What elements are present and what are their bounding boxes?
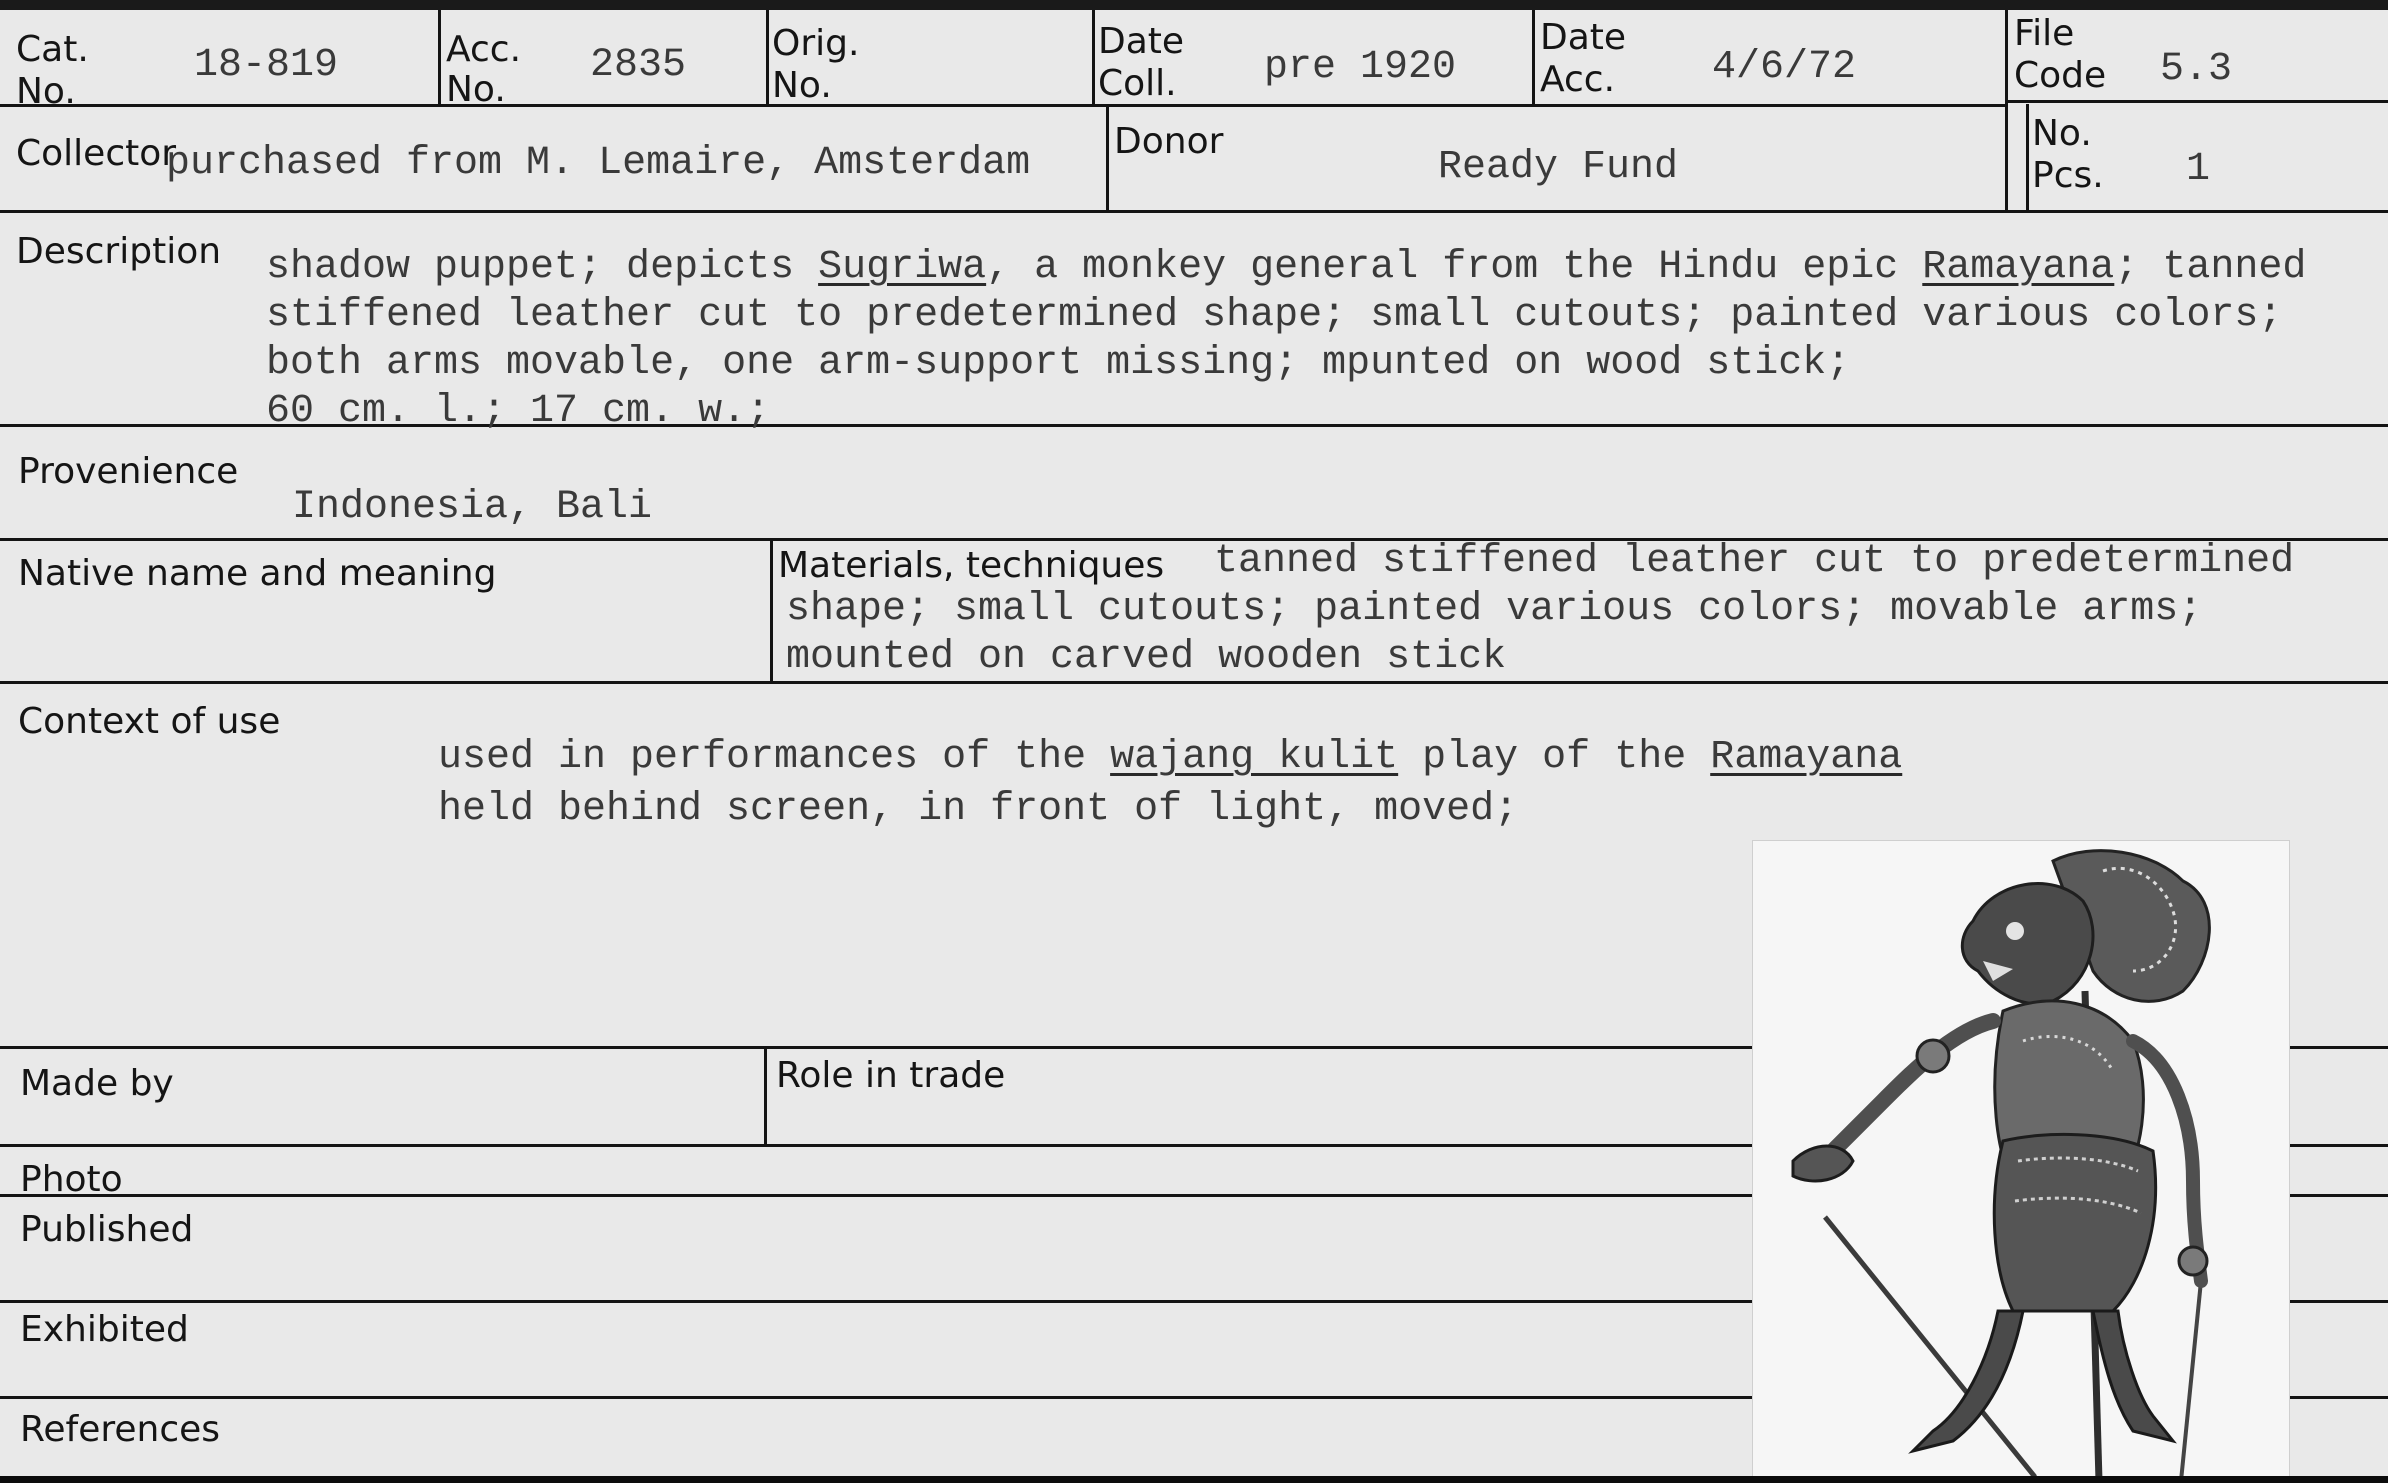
divider-datecoll xyxy=(1532,10,1535,106)
date-accessioned: 4/6/72 xyxy=(1712,45,1857,90)
exhibited-label: Exhibited xyxy=(20,1309,189,1350)
acc-label: Acc. xyxy=(446,29,522,70)
cat-number: 18-819 xyxy=(194,43,339,88)
file-label: File xyxy=(2014,13,2075,54)
materials-line-1: tanned stiffened leather cut to predetermined xyxy=(1214,539,2295,584)
divider-orig xyxy=(1092,10,1095,106)
date-coll-label-2: Coll. xyxy=(1098,63,1177,104)
cat-label-no: No. xyxy=(16,71,76,112)
cat-label: Cat. xyxy=(16,29,89,70)
donor-value: Ready Fund xyxy=(1438,145,1679,190)
provenience-value: Indonesia, Bali xyxy=(292,485,653,530)
context-label: Context of use xyxy=(18,701,281,742)
donor-label: Donor xyxy=(1114,121,1224,162)
orig-label-no: No. xyxy=(772,65,832,106)
rule-row2 xyxy=(0,210,2388,213)
divider-dateacc xyxy=(2005,10,2008,210)
rule-header xyxy=(0,104,2005,107)
divider-madeby xyxy=(764,1046,767,1146)
date-acc-label: Date xyxy=(1540,17,1627,58)
file-code: 5.3 xyxy=(2160,47,2233,92)
divider-cat xyxy=(438,10,441,106)
puppet-photograph xyxy=(1752,840,2290,1476)
published-label: Published xyxy=(20,1209,194,1250)
date-collected: pre 1920 xyxy=(1264,45,1457,90)
divider-native xyxy=(770,538,773,684)
collector-label: Collector xyxy=(16,133,177,174)
rule-header-file xyxy=(2005,100,2388,103)
pcs-label: No. xyxy=(2032,113,2092,154)
native-name-label: Native name and meaning xyxy=(18,553,497,594)
acc-label-no: No. xyxy=(446,69,506,110)
description-line-3: both arms movable, one arm-support missing; mpunted on wood stick; xyxy=(266,341,1851,386)
shadow-puppet-image xyxy=(1753,841,2289,1476)
acc-number: 2835 xyxy=(590,43,687,88)
divider-donor xyxy=(2026,104,2029,212)
divider-collector xyxy=(1106,104,1109,212)
divider-acc xyxy=(766,10,769,106)
materials-label: Materials, techniques xyxy=(778,545,1165,586)
description-line-1: shadow puppet; depicts Sugriwa, a monkey general from the Hindu epic Ramayana; tanned xyxy=(266,245,2307,290)
context-line-2: held behind screen, in front of light, moved; xyxy=(438,787,1519,832)
role-in-trade-label: Role in trade xyxy=(776,1055,1006,1096)
photo-label: Photo xyxy=(20,1159,123,1200)
provenience-label: Provenience xyxy=(18,451,239,492)
materials-line-2: shape; small cutouts; painted various colors; movable arms; xyxy=(786,587,2203,632)
date-coll-label: Date xyxy=(1098,21,1185,62)
pcs-value: 1 xyxy=(2186,147,2211,192)
description-line-4: 60 cm. l.; 17 cm. w.; xyxy=(266,389,771,434)
collector-value: purchased from M. Lemaire, Amsterdam xyxy=(166,141,1031,186)
description-line-2: stiffened leather cut to predetermined shape; small cutouts; painted various colors; xyxy=(266,293,2283,338)
description-label: Description xyxy=(16,231,222,272)
context-line-1: used in performances of the wajang kulit play of the Ramayana xyxy=(438,735,1903,780)
made-by-label: Made by xyxy=(20,1063,174,1104)
materials-line-3: mounted on carved wooden stick xyxy=(786,635,1507,680)
pcs-label-2: Pcs. xyxy=(2032,155,2104,196)
references-label: References xyxy=(20,1409,221,1450)
orig-label: Orig. xyxy=(772,23,860,64)
file-code-label: Code xyxy=(2014,55,2107,96)
date-acc-label-2: Acc. xyxy=(1540,59,1616,100)
